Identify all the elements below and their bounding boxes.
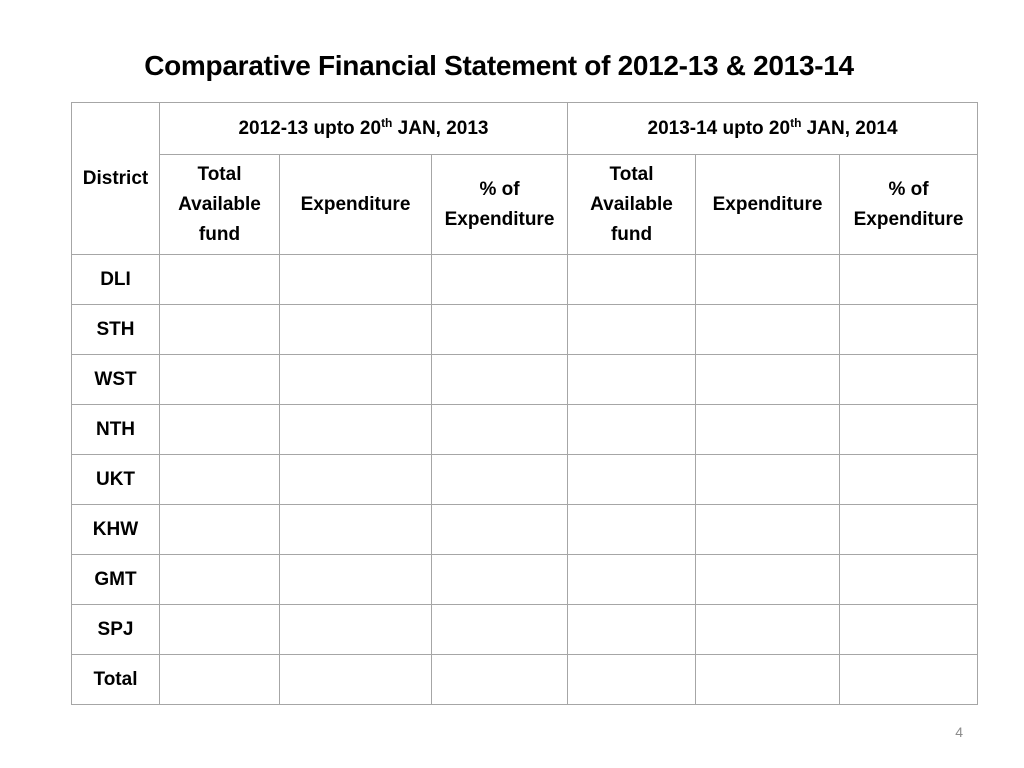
sub-header-line: Available (590, 193, 673, 215)
district-cell: STH (72, 305, 160, 355)
sub-header-line: fund (198, 223, 241, 245)
value-cell (160, 405, 280, 455)
table-row (72, 455, 978, 505)
value-cell (160, 605, 280, 655)
value-cell (432, 505, 568, 555)
value-cell (840, 655, 978, 705)
group-header-row (72, 103, 978, 155)
group-header-2012-13 (160, 103, 568, 155)
value-cell (840, 555, 978, 605)
table-row (72, 605, 978, 655)
value-cell (280, 655, 432, 705)
value-cell (280, 455, 432, 505)
district-cell: SPJ (72, 605, 160, 655)
sub-header-line: Expenditure (712, 193, 823, 215)
table-body (72, 255, 978, 705)
table-row (72, 505, 978, 555)
value-cell (840, 305, 978, 355)
value-cell (696, 255, 840, 305)
value-cell (568, 305, 696, 355)
value-cell (568, 655, 696, 705)
value-cell (280, 405, 432, 455)
value-cell (696, 305, 840, 355)
table-row (72, 255, 978, 305)
table-row (72, 355, 978, 405)
table-row (72, 655, 978, 705)
value-cell (696, 455, 840, 505)
value-cell (568, 405, 696, 455)
district-column-header: District (72, 103, 160, 255)
value-cell (432, 455, 568, 505)
value-cell (696, 555, 840, 605)
value-cell (160, 255, 280, 305)
financial-statement-table (71, 102, 978, 705)
sub-header-line: Expenditure (853, 208, 964, 230)
value-cell (432, 255, 568, 305)
value-cell (432, 555, 568, 605)
value-cell (840, 505, 978, 555)
value-cell (568, 555, 696, 605)
sub-header-line: Expenditure (444, 208, 555, 230)
value-cell (160, 655, 280, 705)
value-cell (840, 255, 978, 305)
sub-header-line: Total (609, 163, 654, 185)
value-cell (840, 355, 978, 405)
value-cell (432, 405, 568, 455)
district-cell: NTH (72, 405, 160, 455)
value-cell (160, 455, 280, 505)
group-header-prefix: 2012-13 upto 20 (238, 117, 382, 139)
sub-header-line: fund (610, 223, 653, 245)
value-cell (568, 355, 696, 405)
value-cell (840, 605, 978, 655)
value-cell (840, 405, 978, 455)
value-cell (280, 355, 432, 405)
sub-header-expenditure (696, 155, 840, 255)
value-cell (840, 455, 978, 505)
district-cell: GMT (72, 555, 160, 605)
sub-header-total-available-fund (568, 155, 696, 255)
value-cell (280, 605, 432, 655)
value-cell (280, 305, 432, 355)
group-header-2013-14 (568, 103, 978, 155)
district-cell: KHW (72, 505, 160, 555)
value-cell (432, 355, 568, 405)
value-cell (568, 455, 696, 505)
district-cell: UKT (72, 455, 160, 505)
group-header-sup: th (381, 115, 393, 130)
value-cell (696, 655, 840, 705)
value-cell (696, 505, 840, 555)
sub-header-line: % of (479, 178, 520, 200)
table-row (72, 405, 978, 455)
value-cell (160, 505, 280, 555)
table-row (72, 555, 978, 605)
table-row (72, 305, 978, 355)
value-cell (160, 355, 280, 405)
district-cell: DLI (72, 255, 160, 305)
district-cell: WST (72, 355, 160, 405)
sub-header-total-available-fund (160, 155, 280, 255)
district-cell: Total (72, 655, 160, 705)
value-cell (160, 305, 280, 355)
sub-header-line: Expenditure (300, 193, 411, 215)
value-cell (568, 255, 696, 305)
value-cell (160, 555, 280, 605)
value-cell (432, 305, 568, 355)
value-cell (696, 355, 840, 405)
sub-header-line: % of (888, 178, 929, 200)
sub-header-line: Available (178, 193, 261, 215)
value-cell (568, 505, 696, 555)
value-cell (432, 605, 568, 655)
sub-header-percent-expenditure (432, 155, 568, 255)
value-cell (696, 605, 840, 655)
value-cell (568, 605, 696, 655)
value-cell (280, 505, 432, 555)
sub-header-line: Total (197, 163, 242, 185)
sub-header-expenditure (280, 155, 432, 255)
value-cell (280, 255, 432, 305)
value-cell (696, 405, 840, 455)
group-header-suffix: JAN, 2014 (801, 117, 898, 139)
page-number: 4 (955, 724, 963, 740)
sub-header-row (72, 155, 978, 255)
value-cell (280, 555, 432, 605)
group-header-sup: th (790, 115, 802, 130)
value-cell (432, 655, 568, 705)
sub-header-percent-expenditure (840, 155, 978, 255)
slide-title: Comparative Financial Statement of 2012-13 & 2013-14 (144, 50, 854, 81)
group-header-suffix: JAN, 2013 (392, 117, 489, 139)
group-header-prefix: 2013-14 upto 20 (647, 117, 791, 139)
